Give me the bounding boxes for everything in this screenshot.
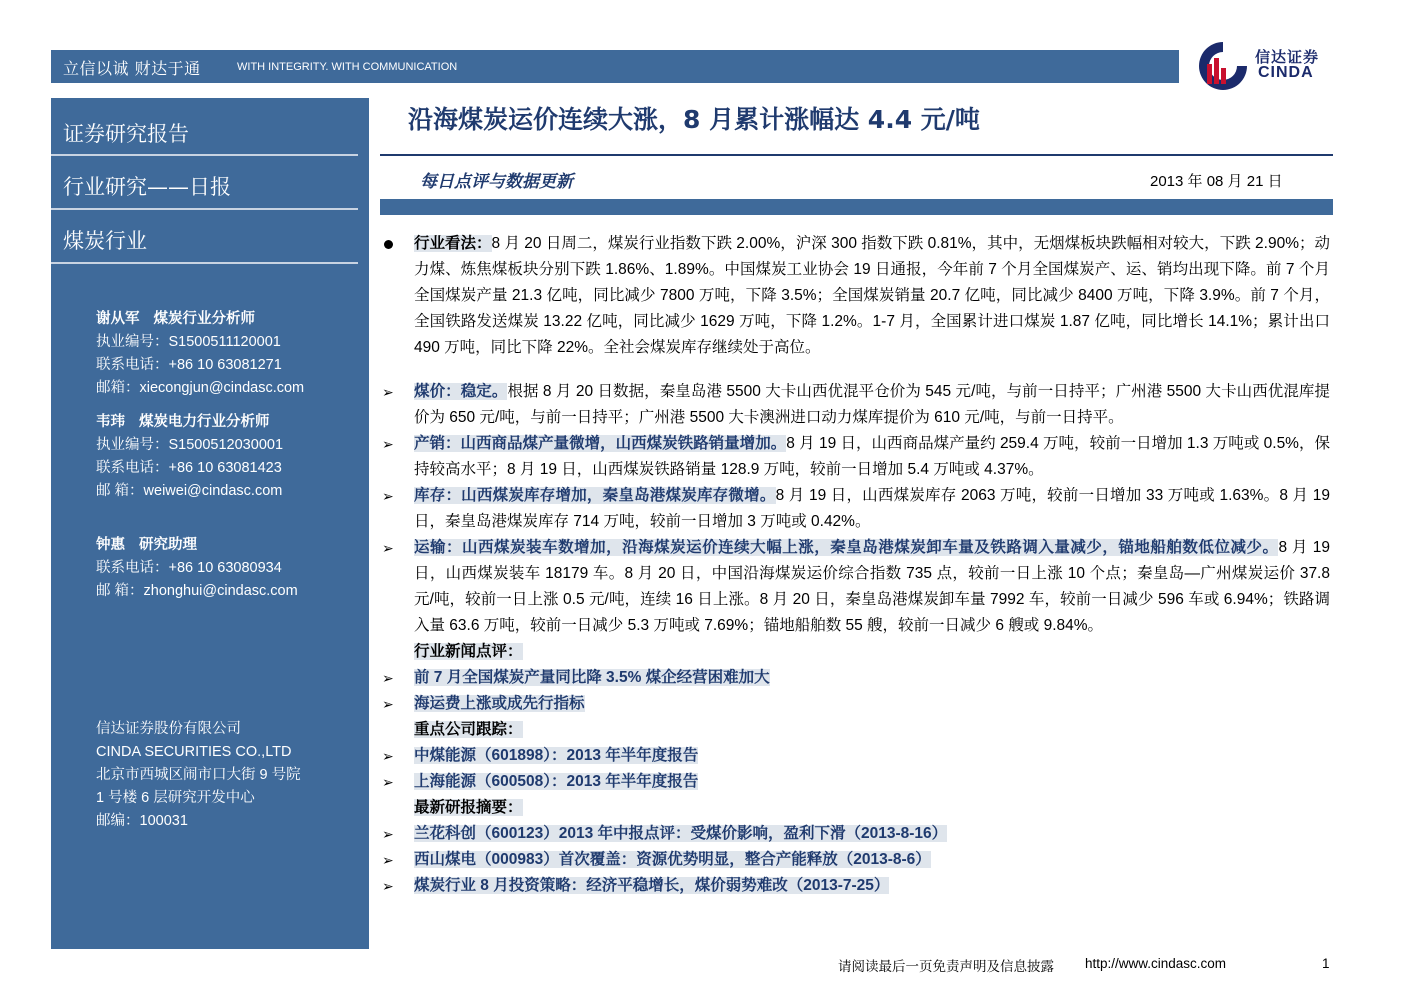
bullet-dot-icon <box>384 240 393 249</box>
point-label: 煤价：稳定。 <box>414 383 508 400</box>
point-transport <box>380 535 1330 639</box>
view-label: 行业看法： <box>414 235 492 252</box>
analyst-phone: 联系电话：+86 10 63081271 <box>96 357 282 373</box>
report-subtitle: 每日点评与数据更新 <box>420 172 573 192</box>
page-number: 1 <box>1322 956 1330 971</box>
news-heading: 行业新闻点评： <box>414 643 523 660</box>
arrow-bullet-icon: ➢ <box>382 384 394 400</box>
cinda-logo-icon <box>1193 38 1253 94</box>
analyst-title: 研究助理 <box>139 537 197 553</box>
analyst-card <box>96 411 283 503</box>
sidebar <box>51 98 369 949</box>
point-price <box>380 379 1330 431</box>
title-rule <box>380 154 1333 156</box>
company-name-en: CINDA SECURITIES CO.,LTD <box>96 744 292 760</box>
analyst-title: 煤炭电力行业分析师 <box>139 414 270 430</box>
company-link[interactable]: 上海能源（600508）：2013 年半年度报告 <box>414 773 699 790</box>
news-link[interactable]: 前 7 月全国煤炭产量同比降 3.5% 煤企经营困难加大 <box>414 669 770 686</box>
logo-text-cn: 信达证券 <box>1255 48 1320 66</box>
arrow-bullet-icon: ➢ <box>382 878 394 894</box>
company-item[interactable] <box>380 769 1330 795</box>
sidebar-divider <box>51 208 358 210</box>
news-link[interactable]: 海运费上涨或成先行指标 <box>414 695 585 712</box>
slogan-cn: 立信以诚 财达于通 <box>63 59 201 78</box>
industry-name: 煤炭行业 <box>63 229 147 253</box>
point-label: 运输：山西煤炭装车数增加，沿海煤炭运价连续大幅上涨，秦皇岛港煤炭卸车量及铁路调入量减少，锚地船舶数低位减少。 <box>414 539 1279 556</box>
report-date: 2013 年 08 月 21 日 <box>1150 173 1283 190</box>
analyst-card <box>96 534 298 603</box>
industry-view <box>380 231 1330 361</box>
analyst-license: 执业编号：S1500511120001 <box>96 334 281 350</box>
point-label: 库存：山西煤炭库存增加，秦皇岛港煤炭库存微增。 <box>414 487 776 504</box>
arrow-bullet-icon: ➢ <box>382 826 394 842</box>
header-bar <box>380 199 1333 215</box>
point-text: 8 月 19 日，山西煤炭装车 18179 车。8 月 20 日，中国沿海煤炭运价综合指数 735 点，较前一日上涨 10 个点；秦皇岛—广州煤炭运价 37.8 元/吨，较前一日上涨 0.5 元/吨，连续 16 日上涨。8 月 20 日，秦皇岛港煤炭卸车量 7992 车，较前一日减少 596 车或 6.94%；铁路调入量 63.6 万吨，较前一日减少 5.3 万吨或 7.69%；锚地船舶数 55 艘，较前一日减少 6 艘或 9.84%。 <box>414 539 1330 634</box>
company-name-cn: 信达证券股份有限公司 <box>96 721 241 737</box>
report-title: 沿海煤炭运价连续大涨，8 月累计涨幅达 4.4 元/吨 <box>408 105 980 134</box>
analyst-email[interactable]: 邮 箱：weiwei@cindasc.com <box>96 483 283 499</box>
point-inventory <box>380 483 1330 535</box>
view-text: 8 月 20 日周二，煤炭行业指数下跌 2.00%，沪深 300 指数下跌 0.81%，其中，无烟煤板块跌幅相对较大，下跌 2.90%；动力煤、炼焦煤板块分别下跌 1.86%、1.89%。中国煤炭工业协会 19 日通报，今年前 7 个月全国煤炭产、运、销均出现下降。前 7 个月全国煤炭产量 21.3 亿吨，同比减少 7800 万吨，下降 3.5%；全国煤炭销量 20.7 亿吨，同比减少 8400 万吨，下降 3.9%。前 7 个月，全国铁路发送煤炭 13.22 亿吨，同比减少 1629 万吨，下降 1.2%。1-7 月，全国累计进口煤炭 1.87 亿吨，同比增长 14.1%；累计出口 490 万吨，同比下降 22%。全社会煤炭库存继续处于高位。 <box>414 235 1330 356</box>
arrow-bullet-icon: ➢ <box>382 488 394 504</box>
sidebar-divider <box>51 262 358 264</box>
point-production <box>380 431 1330 483</box>
analyst-phone: 联系电话：+86 10 63080934 <box>96 560 282 576</box>
arrow-bullet-icon: ➢ <box>382 774 394 790</box>
company-info <box>96 718 301 833</box>
news-item[interactable] <box>380 691 1330 717</box>
arrow-bullet-icon: ➢ <box>382 436 394 452</box>
cinda-logo <box>1193 38 1343 94</box>
company-address: 北京市西城区闹市口大街 9 号院 <box>96 767 301 783</box>
news-item[interactable] <box>380 665 1330 691</box>
company-address-2: 1 号楼 6 层研究开发中心 <box>96 790 255 806</box>
arrow-bullet-icon: ➢ <box>382 748 394 764</box>
point-text: 8 月 19 日，山西煤炭库存 2063 万吨，较前一日增加 33 万吨或 1.63%。8 月 19 日，秦皇岛港煤炭库存 714 万吨，较前一日增加 3 万吨或 0.42%。 <box>414 487 1330 530</box>
analyst-card <box>96 308 304 400</box>
arrow-bullet-icon: ➢ <box>382 670 394 686</box>
report-link[interactable]: 兰花科创（600123）2013 年中报点评：受煤价影响，盈利下滑（2013-8-16） <box>414 825 948 842</box>
report-type: 证券研究报告 <box>63 122 189 146</box>
website-link[interactable]: http://www.cindasc.com <box>1085 956 1227 971</box>
analyst-title: 煤炭行业分析师 <box>153 311 255 327</box>
report-item[interactable] <box>380 847 1330 873</box>
sidebar-divider <box>51 154 358 156</box>
point-text: 根据 8 月 20 日数据，秦皇岛港 5500 大卡山西优混平仓价为 545 元/吨，与前一日持平；广州港 5500 大卡山西优混库提价为 650 元/吨，与前一日持平；广州港 5500 大卡澳洲进口动力煤库提价为 610 元/吨，与前一日持平。 <box>414 383 1330 426</box>
analyst-email[interactable]: 邮箱：xiecongjun@cindasc.com <box>96 380 305 396</box>
analyst-name: 谢从军 <box>96 311 140 327</box>
analyst-name: 钟惠 <box>96 537 125 553</box>
disclaimer-note: 请阅读最后一页免责声明及信息披露 <box>838 959 1054 975</box>
analyst-email[interactable]: 邮 箱：zhonghui@cindasc.com <box>96 583 298 599</box>
report-body <box>380 231 1330 899</box>
top-banner <box>51 50 1179 83</box>
company-item[interactable] <box>380 743 1330 769</box>
company-link[interactable]: 中煤能源（601898）：2013 年半年度报告 <box>414 747 699 764</box>
report-link[interactable]: 西山煤电（000983）首次覆盖：资源优势明显，整合产能释放（2013-8-6） <box>414 851 931 868</box>
logo-text-en: CINDA <box>1258 64 1314 81</box>
slogan-en: WITH INTEGRITY. WITH COMMUNICATION <box>237 61 458 73</box>
company-postcode: 邮编：100031 <box>96 813 188 829</box>
report-item[interactable] <box>380 873 1330 899</box>
report-category: 行业研究——日报 <box>63 175 231 199</box>
arrow-bullet-icon: ➢ <box>382 696 394 712</box>
analyst-license: 执业编号：S1500512030001 <box>96 437 284 453</box>
companies-heading: 重点公司跟踪： <box>414 721 523 738</box>
reports-heading: 最新研报摘要： <box>414 799 523 816</box>
analyst-name: 韦玮 <box>96 414 125 430</box>
point-text: 8 月 19 日，山西商品煤产量约 259.4 万吨，较前一日增加 1.3 万吨或 0.5%，保持较高水平；8 月 19 日，山西煤炭铁路销量 128.9 万吨，较前一日增加 5.4 万吨或 4.37%。 <box>414 435 1330 478</box>
report-item[interactable] <box>380 821 1330 847</box>
analyst-phone: 联系电话：+86 10 63081423 <box>96 460 282 476</box>
point-label: 产销：山西商品煤产量微增，山西煤炭铁路销量增加。 <box>414 435 787 452</box>
arrow-bullet-icon: ➢ <box>382 540 394 556</box>
report-link[interactable]: 煤炭行业 8 月投资策略：经济平稳增长，煤价弱势难改（2013-7-25） <box>414 877 890 894</box>
arrow-bullet-icon: ➢ <box>382 852 394 868</box>
